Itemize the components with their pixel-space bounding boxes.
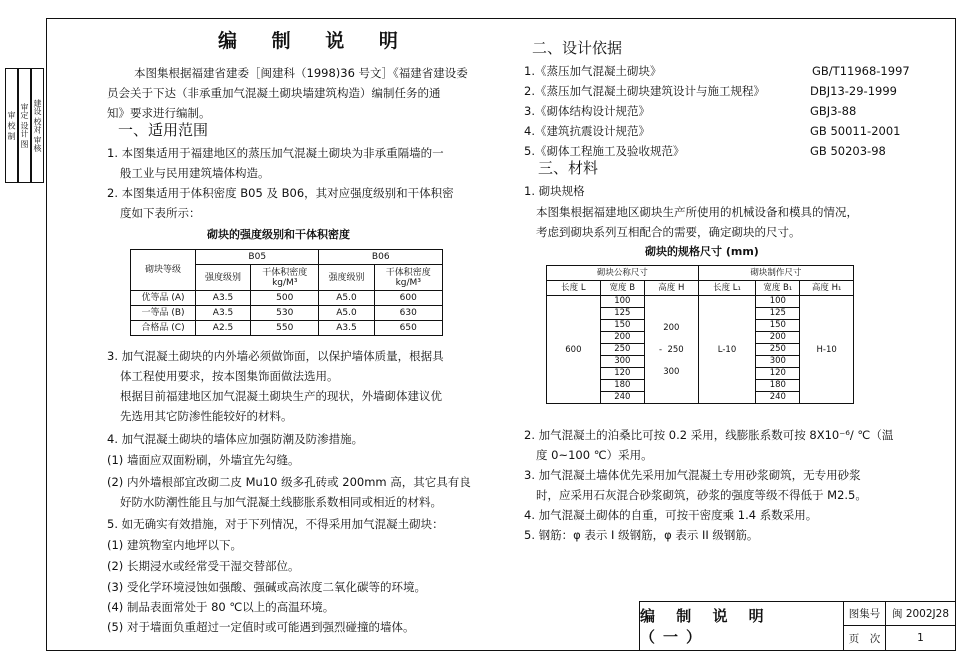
- ref-name: 3.《砌体结构设计规范》: [524, 104, 650, 118]
- s3-sub: 1. 砌块规格: [524, 184, 585, 198]
- th-B: 宽度 B: [600, 281, 644, 296]
- ref-code: GBJ3-88: [810, 104, 857, 118]
- s3-line: 5. 钢筋：φ 表示 I 级钢筋，φ 表示 II 级钢筋。: [524, 528, 759, 542]
- cell-s2: A3.5: [319, 321, 374, 336]
- table-row: [131, 306, 443, 321]
- cell-width: 300: [600, 356, 644, 368]
- th-L: 长度 L: [547, 281, 601, 296]
- ref-code: GB/T11968-1997: [812, 64, 910, 78]
- cell-s2: A5.0: [319, 291, 374, 306]
- th-strength-2: 强度级别: [319, 265, 374, 291]
- ref-name: 2.《蒸压加气混凝土砌块建筑设计与施工规程》: [524, 84, 765, 98]
- s1-line: 根据目前福建地区加气混凝土砌块生产的现状，外墙砌体建议优: [120, 389, 442, 403]
- cell-width1: 125: [756, 308, 800, 320]
- s3-line: 时，应采用石灰混合砂浆砌筑，砂浆的强度等级不得低于 M2.5。: [536, 488, 867, 502]
- cell-width1: 200: [756, 332, 800, 344]
- s3-line: 2. 加气混凝土的泊桑比可按 0.2 采用，线膨胀系数可按 8X10⁻⁶/ ℃（温: [524, 428, 894, 442]
- cell-width1: 240: [756, 392, 800, 404]
- cell-grade: 一等品 (B): [131, 306, 196, 321]
- cell-width: 100: [600, 296, 644, 308]
- cell-d1: 530: [251, 306, 319, 321]
- s1-line: (2) 内外墙根部宜改砌二皮 Mu10 级多孔砖或 200mm 高，其它具有良: [107, 475, 471, 489]
- s1-line: (3) 受化学环境浸蚀如强酸、强碱或高浓度二氧化碳等的环境。: [107, 580, 426, 594]
- th-nominal: 砌块公称尺寸: [547, 266, 699, 281]
- title-block: [639, 601, 956, 651]
- cell-width: 240: [600, 392, 644, 404]
- cell-s1: A3.5: [196, 306, 251, 321]
- s1-line: (5) 对于墙面负重超过一定值时或可能遇到强烈碰撞的墙体。: [107, 620, 415, 634]
- s1-p2-line1: 2. 本图集适用于体积密度 B05 及 B06，其对应强度级别和干体积密: [107, 186, 454, 200]
- block-size-table: [546, 265, 854, 404]
- cell-grade: 优等品 (A): [131, 291, 196, 306]
- s1-p2-line2: 度如下表所示：: [120, 206, 201, 220]
- s3-para-line1: 本图集根据福建地区砌块生产所使用的机械设备和模具的情况，: [536, 205, 858, 219]
- cell-width1: 250: [756, 344, 800, 356]
- cell-d2: 630: [374, 306, 442, 321]
- section-3-heading: 三、材料: [538, 159, 599, 177]
- side-col-2: 审定 设计 图: [18, 68, 31, 183]
- th-b05: B05: [196, 250, 319, 265]
- side-col-1: 审 校 制: [5, 68, 18, 183]
- cell-width1: 300: [756, 356, 800, 368]
- th-B1: 宽度 B₁: [756, 281, 800, 296]
- cell-width1: 180: [756, 380, 800, 392]
- cell-width: 200: [600, 332, 644, 344]
- cell-grade: 合格品 (C): [131, 321, 196, 336]
- section-2-heading: 二、设计依据: [532, 39, 623, 57]
- table-row: [131, 291, 443, 306]
- th-H1: 高度 H₁: [800, 281, 854, 296]
- s3-line: 4. 加气混凝土砌体的自重，可按干密度乘 1.4 系数采用。: [524, 508, 818, 522]
- section-1-heading: 一、适用范围: [118, 121, 209, 139]
- cell-width1: 150: [756, 320, 800, 332]
- cell-d2: 650: [374, 321, 442, 336]
- ref-name: 5.《砌体工程施工及验收规范》: [524, 144, 685, 158]
- page-label: 页 次: [843, 625, 886, 651]
- s1-line: 好防水防潮性能且与加气混凝土线膨胀系数相同或相近的材料。: [120, 495, 442, 509]
- table1-caption: 砌块的强度级别和干体积密度: [207, 228, 350, 241]
- th-density-1: 干体积密度 kg/M³: [251, 265, 319, 291]
- ref-name: 1.《蒸压加气混凝土砌块》: [524, 64, 662, 78]
- page-title: 编 制 说 明: [218, 30, 412, 52]
- th-H: 高度 H: [644, 281, 698, 296]
- s1-p1-line1: 1. 本图集适用于福建地区的蒸压加气混凝土砌块为非承重隔墙的一: [107, 146, 444, 160]
- th-density-2: 干体积密度 kg/M³: [374, 265, 442, 291]
- s1-line: 5. 如无确实有效措施，对于下列情况，不得采用加气混凝土砌块：: [107, 517, 444, 531]
- page-number: 1: [885, 625, 956, 651]
- s1-p1-line2: 般工业与民用建筑墙体构造。: [120, 166, 270, 180]
- intro-line-3: 知》要求进行编制。: [107, 106, 211, 120]
- table-row: [131, 321, 443, 336]
- th-L1: 长度 L₁: [698, 281, 755, 296]
- cell-heights: 200 - 250 300: [644, 296, 698, 404]
- cell-width: 250: [600, 344, 644, 356]
- s3-line: 度 0~100 ℃）采用。: [536, 448, 653, 462]
- side-col-3: 建设 校对 审核: [31, 68, 44, 183]
- s3-line: 3. 加气混凝土墙体优先采用加气混凝土专用砂浆砌筑，无专用砂浆: [524, 468, 861, 482]
- th-made: 砌块制作尺寸: [698, 266, 853, 281]
- s3-para-line2: 考虑到砌块系列互相配合的需要，确定砌块的尺寸。: [536, 225, 801, 239]
- s1-line: (2) 长期浸水或经常受干湿交替部位。: [107, 559, 300, 573]
- cell-d1: 550: [251, 321, 319, 336]
- cell-H1: H-10: [800, 296, 854, 404]
- cell-width: 125: [600, 308, 644, 320]
- cell-s2: A5.0: [319, 306, 374, 321]
- s1-line: 3. 加气混凝土砌块的内外墙必须做饰面，以保护墙体质量，根据具: [107, 349, 444, 363]
- ref-code: DBJ13-29-1999: [810, 84, 897, 98]
- cell-width: 120: [600, 368, 644, 380]
- cell-width: 180: [600, 380, 644, 392]
- s1-line: 体工程使用要求，按本图集饰面做法选用。: [120, 369, 339, 383]
- th-grade: 砌块等级: [131, 250, 196, 291]
- s1-line: (4) 制品表面常处于 80 ℃以上的高温环境。: [107, 600, 335, 614]
- ref-code: GB 50203-98: [810, 144, 886, 158]
- cell-d1: 500: [251, 291, 319, 306]
- cell-width1: 100: [756, 296, 800, 308]
- table2-caption: 砌块的规格尺寸 (mm): [645, 245, 759, 258]
- cell-s1: A2.5: [196, 321, 251, 336]
- s1-line: 先选用其它防渗性能较好的材料。: [120, 409, 293, 423]
- s1-line: 4. 加气混凝土砌块的墙体应加强防潮及防渗措施。: [107, 432, 364, 446]
- cell-s1: A3.5: [196, 291, 251, 306]
- strength-density-table: [130, 249, 443, 336]
- cell-width1: 120: [756, 368, 800, 380]
- atlas-number: 闽 2002J28: [885, 601, 956, 626]
- ref-name: 4.《建筑抗震设计规范》: [524, 124, 650, 138]
- cell-L1: L-10: [698, 296, 755, 404]
- side-approval-block: [5, 68, 45, 183]
- intro-line-1: 本图集根据福建省建委［闽建科（1998)36 号文］《福建省建设委: [134, 66, 468, 80]
- cell-width: 150: [600, 320, 644, 332]
- s1-line: (1) 墙面应双面粉刷，外墙宜先勾缝。: [107, 453, 300, 467]
- cell-L: 600: [547, 296, 601, 404]
- title-block-name: 编 制 说 明 （一）: [639, 601, 843, 651]
- s1-line: (1) 建筑物室内地坪以下。: [107, 538, 242, 552]
- cell-d2: 600: [374, 291, 442, 306]
- intro-line-2: 员会关于下达（非承重加气混凝土砌块墙建筑构造）编制任务的通: [107, 86, 441, 100]
- th-b06: B06: [319, 250, 443, 265]
- th-strength-1: 强度级别: [196, 265, 251, 291]
- atlas-label: 图集号: [843, 601, 886, 626]
- ref-code: GB 50011-2001: [810, 124, 901, 138]
